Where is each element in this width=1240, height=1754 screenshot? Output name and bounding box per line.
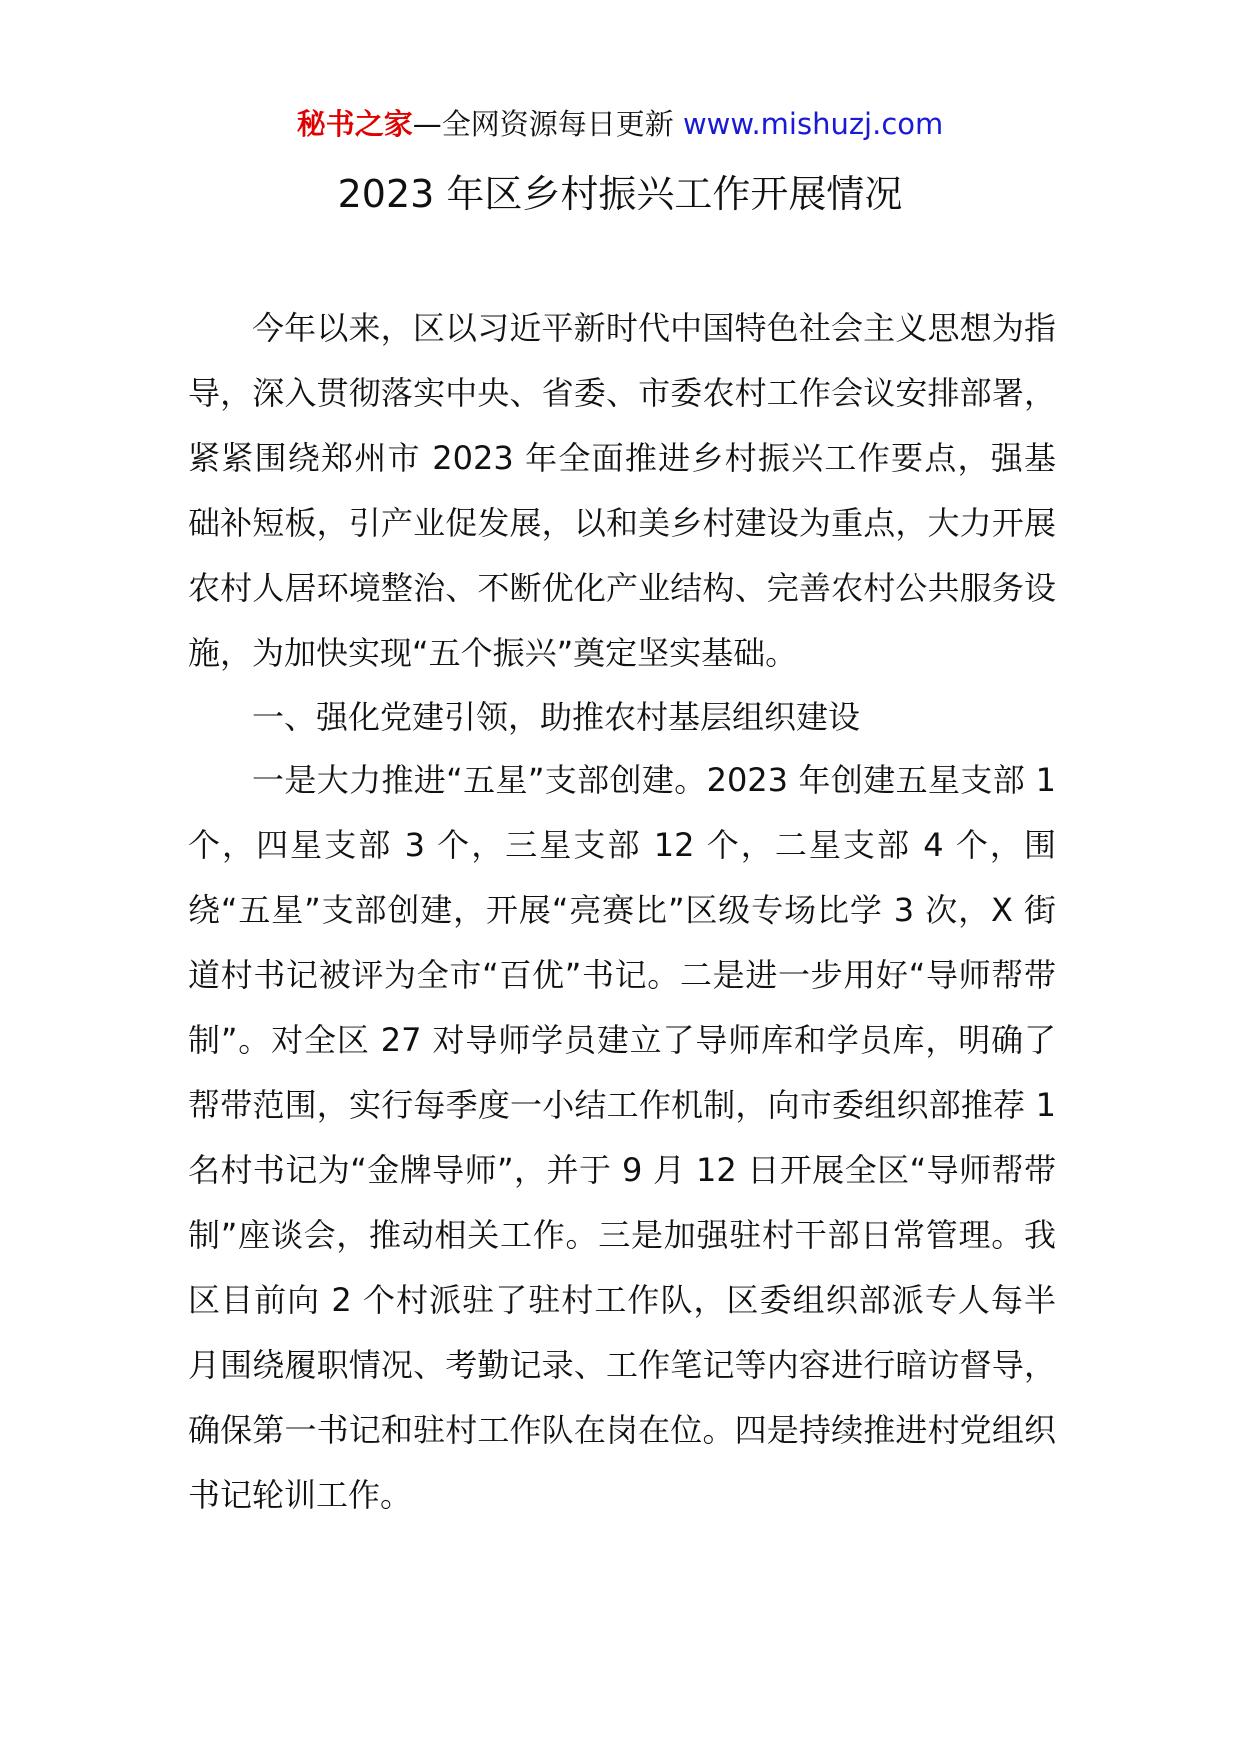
intro-paragraph: 今年以来，区以习近平新时代中国特色社会主义思想为指导，深入贯彻落实中央、省委、市委农村工作会议安排部署，紧紧围绕郑州市 2023 年全面推进乡村振兴工作要点，强基础补短板，引产业促发展，以和美乡村建设为重点，大力开展农村人居环境整治、不断优化产业结构、完善农村公共服务设施，为加快实现“五个振兴”奠定坚实基础。: [188, 309, 1056, 672]
site-header: [0, 104, 1240, 144]
site-tagline: —全网资源每日更新: [412, 107, 683, 141]
section-paragraph: 一是大力推进“五星”支部创建。2023 年创建五星支部 1 个，四星支部 3 个，三星支部 12 个，二星支部 4 个，围绕“五星”支部创建，开展“亮赛比”区级专场比学 3 次，X 街道村书记被评为全市“百优”书记。二是进一步用好“导师帮带制”。对全区 27 对导师学员建立了导师库和学员库，明确了帮带范围，实行每季度一小结工作机制，向市委组织部推荐 1 名村书记为“金牌导师”，并于 9 月 12 日开展全区“导师帮带制”座谈会，推动相关工作。三是加强驻村干部日常管理。我区目前向 2 个村派驻了驻村工作队，区委组织部派专人每半月围绕履职情况、考勤记录、工作笔记等内容进行暗访督导，确保第一书记和驻村工作队在岗在位。四是持续推进村党组织书记轮训工作。: [188, 761, 1056, 1514]
document-title: 2023 年区乡村振兴工作开展情况: [337, 172, 903, 216]
site-brand: 秘书之家: [296, 107, 413, 141]
document-body: [188, 296, 1056, 1528]
section-heading: 一、强化党建引领，助推农村基层组织建设: [252, 698, 861, 736]
site-url-link[interactable]: www.mishuzj.com: [682, 107, 944, 141]
